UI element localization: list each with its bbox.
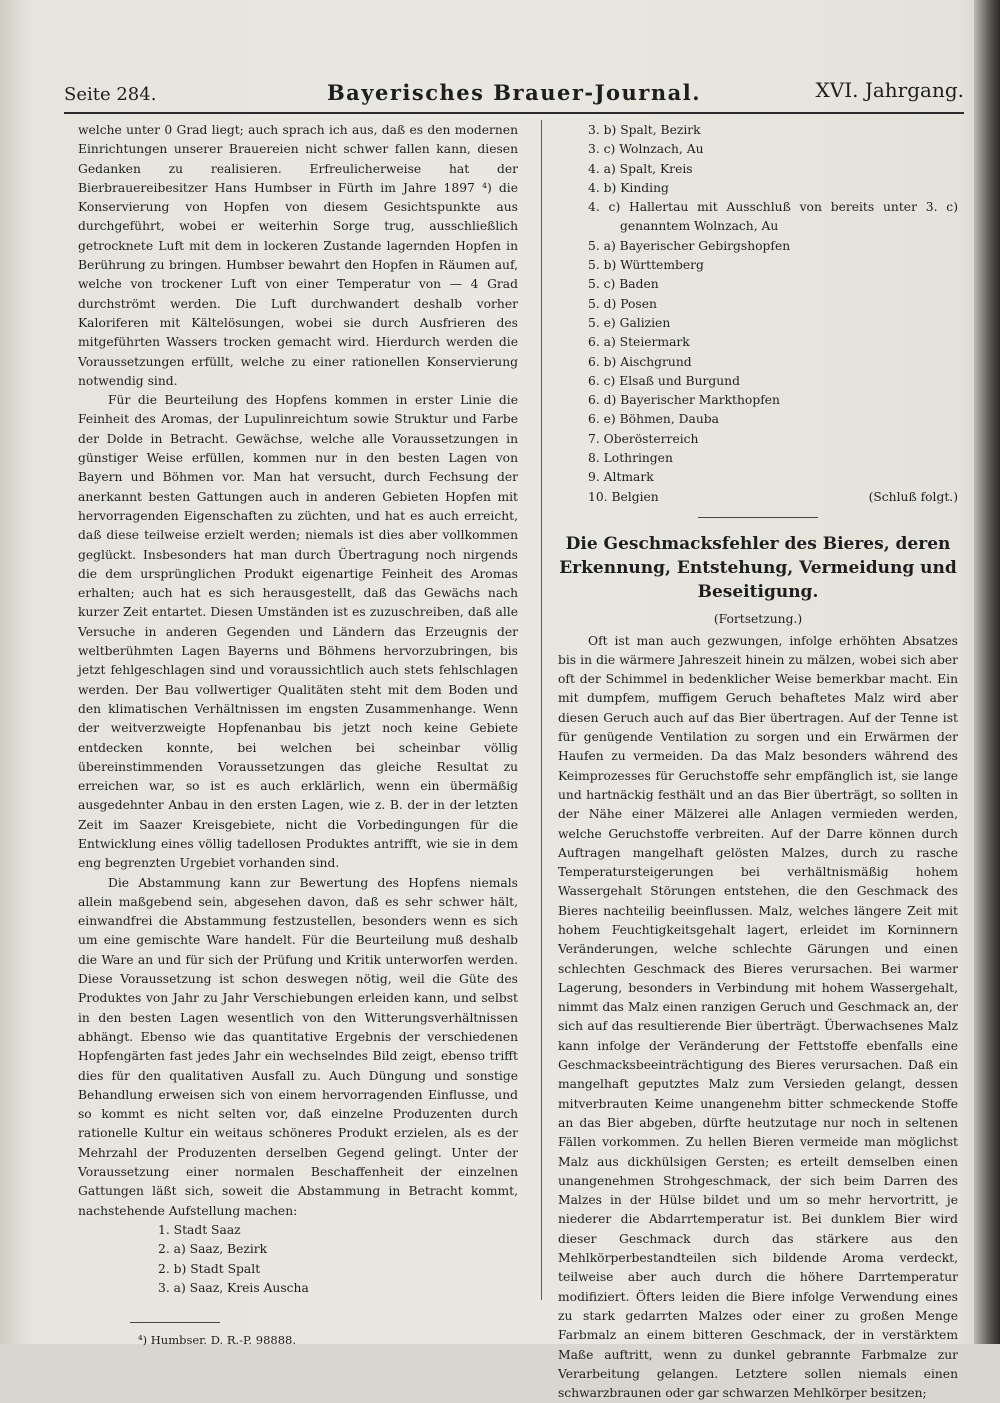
list-item: 2. b) Stadt Spalt [158, 1261, 261, 1276]
page-header [64, 76, 964, 112]
list-item: 4. c) Hallertau mit Ausschluß von bereits unter 3. c) genanntem Wolnzach, Au [588, 200, 958, 234]
list-item: 9. Altmark [588, 470, 654, 485]
column-divider [541, 120, 542, 1300]
list-item: 4. b) Kinding [588, 180, 669, 195]
footnote-rule [130, 1322, 220, 1323]
hop-ranking-list-continued [558, 121, 958, 507]
book-spine-shadow [974, 0, 1000, 1344]
page-number: Seite 284. [64, 84, 157, 105]
list-item: 5. c) Baden [588, 277, 659, 292]
paragraph: welche unter 0 Grad liegt; auch sprach ich aus, daß es den modernen Einrichtungen unserer Brauereien nicht schwer fallen kann, diesen Gedanken zu realisieren. Erfreulicherweise hat der Bierbrauereibesitzer Hans Humbser in Fürth im Jahre 1897 ⁴) die Konservierung von Hopfen von diesem Gesichtspunkte aus durchgeführt, wobei er weiterhin Sorge trug, ausschließlich getrocknete Luft mit dem in lockeren Zustande lagernden Hopfen in Berührung zu bringen. Humbser bewahrt den Hopfen in Räumen auf, welche von trockener Luft von einer Temperatur von — 4 Grad durchströmt werden. Die Luft durchwandert deshalb vorher Kaloriferen mit Kältelösungen, wobei sie durch Ausfrieren des mitgeführten Wassers trocken gemacht wird. Hierdurch werden die Voraussetzungen erfüllt, welche zu einer rationellen Konservierung notwendig sind. [78, 123, 518, 388]
list-item: 5. e) Galizien [588, 315, 671, 330]
list-item: 6. d) Bayerischer Markthopfen [588, 393, 780, 408]
list-item: 5. a) Bayerischer Gebirgshopfen [588, 238, 791, 253]
section-separator [698, 517, 818, 518]
continued-note: (Schluß folgt.) [868, 489, 958, 504]
list-item: 6. b) Aischgrund [588, 354, 692, 369]
hop-ranking-list [78, 1221, 518, 1298]
list-item: 7. Oberösterreich [588, 431, 699, 446]
journal-title: Bayerisches Brauer-Journal. [326, 80, 702, 105]
left-column [78, 121, 518, 1350]
list-item: 3. c) Wolnzach, Au [588, 142, 704, 157]
paragraph: Für die Beurteilung des Hopfens kommen in erster Linie die Feinheit des Aromas, der Lupulinreichtum sowie Struktur und Farbe der Dolde in Betracht. Gewächse, welche alle Voraussetzungen in günstiger Weise erfüllen, kommen nur in den besten Lagen von Bayern und Böhmen vor. Man hat versucht, durch Fechsung der anerkannt besten Gattungen auch in anderen Gebieten Hopfen mit hervorragenden Eigenschaften zu züchten, und hat es auch erreicht, daß diese teilweise erzielt werden; niemals ist dies aber vollkommen geglückt. Insbesonders hat man durch Übertragung noch nirgends die dem ursprünglichen Produkt eigenartige Feinheit des Aromas erhalten; auch hat es sich herausgestellt, daß das Gewächs nach kurzer Zeit entartet. Diesen Umständen ist es zuzuschreiben, daß alle Versuche in anderen Gegenden und Ländern das Erzeugnis der weltberühmten Lagen Bayerns und Böhmens hervorzubringen, bis jetzt fehlgeschlagen sind und voraussichtlich auch stets fehlschlagen werden. Der Bau vollwertiger Qualitäten steht mit dem Boden und den klimatischen Verhältnissen im engsten Zusammenhange. Wenn der weitverzweigte Hopfenanbau bis jetzt noch keine Gebiete entdecken konnte, bei welchen bei scheinbar völlig übereinstimmenden Voraussetzungen das gleiche Resultat zu erreichen war, so ist es auch erklärlich, wenn ein übermäßig ausgedehnter Anbau in den ersten Lagen, wie z. B. der in der letzten Zeit im Saazer Kreisgebiete, nicht die Vorbedingungen für die Entwicklung eines völlig tadellosen Produktes antrifft, wie sie in dem eng begrenzten Urgebiet vorhanden sind. [78, 393, 518, 871]
list-item: 8. Lothringen [588, 451, 673, 466]
article-subtitle: (Fortsetzung.) [713, 612, 803, 627]
article-body: Oft ist man auch gezwungen, infolge erhöhten Absatzes bis in die wärmere Jahreszeit hinein zu mälzen, wobei sich aber oft der Schimmel in bedenklicher Weise bemerkbar macht. Ein mit dumpfem, muffigem Geruch behaftetes Malz wird aber diesen Geruch auch auf das Bier übertragen. Auf der Tenne ist für genügende Ventilation zu sorgen und ein Erwärmen der Haufen zu vermeiden. Da das Malz besonders während des Keimprozesses für Geruchstoffe sehr empfänglich ist, sie lange und hartnäckig festhält und an das Bier überträgt, so sollten in der Nähe einer Mälzerei alle Anlagen vermieden werden, welche Geruchstoffe verbreiten. Auf der Darre können durch Auftragen mangelhaft gelösten Malzes, durch zu rasche Temperatursteigerungen bei verhältnismäßig hohem Wassergehalt Störungen entstehen, die den Geschmack des Bieres nachteilig beeinflussen. Malz, welches längere Zeit mit hohem Feuchtigkeitsgehalt lagert, erleidet im Korninnern Veränderungen, welche schlechte Gärungen und einen schlechten Geschmack des Bieres verursachen. Bei warmer Lagerung, besonders in Verbindung mit hohem Wassergehalt, nimmt das Malz einen ranzigen Geruch und Geschmack an, der sich auf das resultierende Bier überträgt. Überwachsenes Malz kann infolge der Veränderung der Fettstoffe ebenfalls eine Geschmacksbeeinträchtigung des Bieres verursachen. Daß ein mangelhaft geputztes Malz zum Versieden gelangt, dessen mitverbrauten Keime unangenehm bitter schmeckende Stoffe an das Bier abgeben, dürfte heutzutage nur noch in seltenen Fällen vorkommen. Zu hellen Bieren vermeide man möglichst Malz aus dickhülsigen Gersten; es erteilt demselben einen unangenehmen Strohgeschmack, der sich beim Darren des Malzes in der Hülse bildet und um so mehr hervortritt, je niederer die Abdarrtemperatur ist. Bei dunklem Bier wird dieser Geschmack durch das stärkere aus den Mehlkörperbestandteilen sich bildende Aroma verdeckt, teilweise aber auch durch die höhere Darrtemperatur modifiziert. Öfters leiden die Biere infolge Verwendung eines zu stark gedarrten Malzes oder einer zu großen Menge Farbmalz an einem bitteren Geschmack, der in verstärktem Maße auftritt, wenn zu dunkel gebrannte Farbmalze zur Verarbeitung gelangen. Letztere sollen niemals einen schwarzbraunen oder gar schwarzen Mehlkörper besitzen; [558, 633, 958, 1401]
list-item: 5. b) Württemberg [588, 258, 704, 273]
volume-year: XVI. Jahrgang. [815, 78, 964, 102]
list-item: 6. c) Elsaß und Burgund [588, 373, 740, 388]
footnote: ⁴) Humbser. D. R.-P. 98888. [138, 1333, 296, 1348]
list-item: 5. d) Posen [588, 296, 657, 311]
list-item: 6. a) Steiermark [588, 335, 690, 350]
header-rule [64, 112, 964, 114]
list-item: 3. a) Saaz, Kreis Auscha [158, 1280, 309, 1295]
right-column [558, 121, 958, 1403]
list-item: 3. b) Spalt, Bezirk [588, 123, 701, 137]
article-title: Die Geschmacksfehler des Bieres, deren Erkennung, Entstehung, Vermeidung und Beseitigung. [559, 534, 957, 603]
list-item: 4. a) Spalt, Kreis [588, 161, 693, 176]
list-item: 2. a) Saaz, Bezirk [158, 1242, 268, 1257]
paragraph: Die Abstammung kann zur Bewertung des Hopfens niemals allein maßgebend sein, abgesehen davon, daß es sehr schwer hält, einwandfrei die Abstammung festzustellen, besonders wenn es sich um eine gemischte Ware handelt. Für die Beurteilung muß deshalb die Ware an und für sich der Prüfung und Kritik unterworfen werden. Diese Voraussetzung ist schon deswegen nötig, weil die Güte des Produktes von Jahr zu Jahr Verschiebungen erleiden kann, und selbst in den besten Lagen wesentlich von den Witterungsverhältnissen abhängt. Ebenso wie das quantitative Ergebnis der verschiedenen Hopfengärten fast jedes Jahr ein wechselndes Bild zeigt, ebenso trifft dies für den qualitativen Ausfall zu. Auch Düngung und sonstige Behandlung erweisen sich von einem hervorragenden Einflusse, und so kommt es nicht selten vor, daß einzelne Produzenten durch rationelle Kultur ein weitaus schöneres Produkt erzielen, als es der Mehrzahl der Produzenten derselben Gegend gelingt. Unter der Voraussetzung einer normalen Beschaffenheit der einzelnen Gattungen läßt sich, soweit die Abstammung in Betracht kommt, nachstehende Aufstellung machen: [78, 875, 518, 1218]
list-item: 10. Belgien [588, 489, 659, 504]
list-item: 1. Stadt Saaz [158, 1222, 241, 1237]
list-item: 6. e) Böhmen, Dauba [588, 412, 719, 427]
